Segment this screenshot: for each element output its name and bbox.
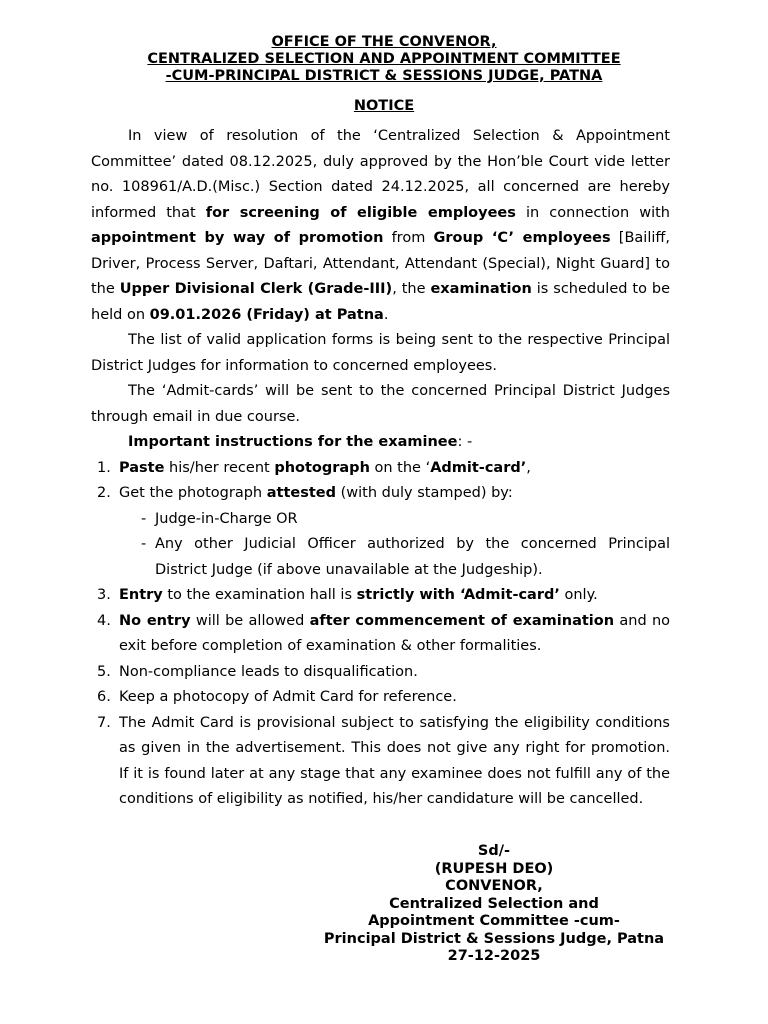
text: Any other Judicial Officer authorized by the concerned Principal District Judge (if above unavailable at the Judgeship).: [155, 536, 670, 578]
bold-text: examination: [430, 281, 532, 297]
text: Get the photograph: [119, 485, 267, 501]
text: will be allowed: [190, 612, 310, 629]
signatory-line-2: Appointment Committee -cum-: [368, 913, 620, 929]
text: on the ‘: [369, 459, 431, 476]
notice-title: NOTICE: [353, 98, 415, 114]
text: (with duly stamped) by:: [336, 485, 513, 501]
list-item: [91, 711, 670, 813]
bold-text: for screening of eligible employees: [205, 204, 516, 221]
dash-marker: -: [141, 536, 147, 552]
item-number: 7.: [97, 714, 111, 731]
bold-text: Upper Divisional Clerk (Grade-III): [119, 281, 393, 297]
list-item: [91, 456, 670, 482]
bold-text: after commencement of examination: [309, 612, 615, 629]
sub-list-item: [119, 532, 670, 583]
text: The Admit Card is provisional subject to satisfying the eligibility conditions as given in the advertisement. This does not give any right for promotion. If it is found later at any stage that any examinee does not fulfill any of the conditions of eligibility as notified, his/her candidature will be cancelled.: [119, 714, 670, 807]
list-item: [91, 660, 670, 686]
bold-text: Admit-card’: [430, 459, 527, 476]
heading-text: Important instructions for the examinee: [128, 434, 458, 450]
text: and no exit before completion of examination & other formalities.: [119, 612, 671, 654]
signatory-line-1: Centralized Selection and: [389, 895, 599, 912]
bold-text: strictly with ‘Admit-card’: [356, 587, 560, 603]
list-item: [91, 481, 670, 583]
text: in connection with: [515, 204, 670, 221]
item-number: 3.: [97, 587, 111, 603]
text: , the: [392, 281, 431, 297]
list-item: [91, 609, 670, 660]
paragraph-admit-cards: The ‘Admit-cards’ will be sent to the concerned Principal District Judges through email in due course.: [91, 383, 670, 425]
office-header: [0, 34, 768, 85]
signatory-line-3: Principal District & Sessions Judge, Patna: [323, 930, 665, 947]
item-number: 5.: [97, 663, 111, 680]
text: only.: [559, 587, 598, 603]
sub-list-item: [119, 507, 670, 533]
attestation-list: [119, 507, 670, 584]
bold-text: Group ‘C’ employees: [433, 230, 611, 246]
bold-text: attested: [266, 485, 336, 501]
text: In view of resolution of the ‘Centralized Selection & Appointment Committee’ dated 08.12.2025, duly approved by the Hon’ble Court vide letter no. 108961/A.D.(Misc.) Section dated 24.12.2025, all concerned are hereby informed that: [91, 128, 670, 221]
signatory-role: CONVENOR,: [445, 878, 543, 894]
paragraph-application-forms: The list of valid application forms is being sent to the respective Principal District Judges for information to concerned employees.: [91, 332, 670, 374]
text: is scheduled to be held on: [91, 281, 671, 323]
text: ,: [526, 459, 531, 476]
text: .: [383, 306, 389, 323]
text: his/her recent: [164, 459, 275, 476]
bold-text: photograph: [274, 459, 370, 476]
signature-block: [316, 843, 672, 966]
text: [Bailiff, Driver, Process Server, Daftari, Attendant, Attendant (Special), Night Guard] to the: [91, 230, 670, 297]
item-number: 2.: [97, 485, 111, 501]
header-line-2: CENTRALIZED SELECTION AND APPOINTMENT COMMITTEE: [147, 51, 621, 67]
heading-tail: : -: [457, 434, 473, 450]
notice-body: [91, 124, 670, 813]
paragraph-resolution: [91, 124, 670, 328]
signatory-name: (RUPESH DEO): [434, 860, 554, 877]
list-item: [91, 685, 670, 711]
text: to the examination hall is: [162, 587, 357, 603]
sd-mark: Sd/-: [477, 843, 511, 859]
bold-text: 09.01.2026 (Friday) at Patna: [149, 306, 384, 323]
item-number: 6.: [97, 689, 111, 705]
dash-marker: -: [141, 510, 147, 527]
instructions-heading: [91, 430, 670, 456]
instructions-list: [91, 456, 670, 813]
text: Keep a photocopy of Admit Card for reference.: [119, 689, 457, 705]
bold-text: Paste: [119, 459, 165, 476]
text: Non-compliance leads to disqualification.: [119, 663, 418, 680]
text: from: [383, 230, 434, 246]
bold-text: appointment by way of promotion: [91, 230, 384, 246]
header-line-3: -CUM-PRINCIPAL DISTRICT & SESSIONS JUDGE, PATNA: [165, 68, 603, 84]
text: Judge-in-Charge OR: [155, 510, 298, 527]
signature-date: 27-12-2025: [447, 948, 541, 964]
bold-text: Entry: [119, 587, 163, 603]
item-number: 4.: [97, 612, 111, 629]
list-item: [91, 583, 670, 609]
header-line-1: OFFICE OF THE CONVENOR,: [271, 34, 497, 50]
item-number: 1.: [97, 459, 111, 476]
bold-text: No entry: [119, 612, 191, 629]
